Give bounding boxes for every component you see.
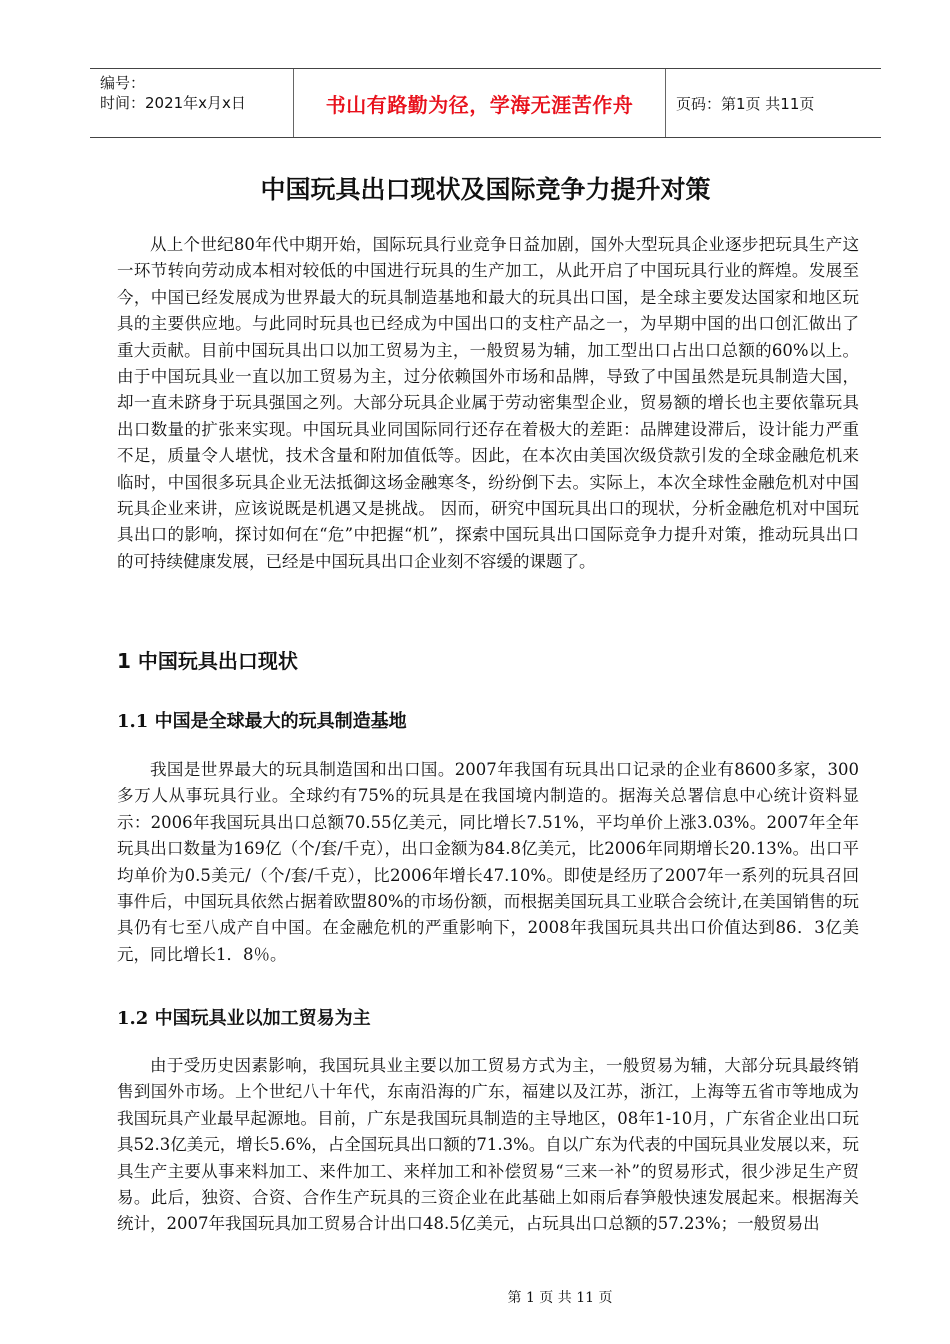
subsection-heading: 1.1 中国是全球最大的玩具制造基地 <box>117 711 407 732</box>
subsection-paragraph: 由于受历史因素影响，我国玩具业主要以加工贸易方式为主，一般贸易为辅，大部分玩具最终销售到国外市场。上个世纪八十年代，东南沿海的广东，福建以及江苏，浙江，上海等五省市等地成为我国玩具产业最早起源地。目前，广东是我国玩具制造的主导地区，08年1-10月，广东省企业出口玩具52.3亿美元，增长5.6%，占全国玩具出口额的71.3%。自以广东为代表的中国玩具业发展以来，玩具生产主要从事来料加工、来件加工、来样加工和补偿贸易“三来一补”的贸易形式，很少涉足生产贸易。此后，独资、合资、合作生产玩具的三资企业在此基础上如雨后春笋般快速发展起来。根据海关统计，2007年我国玩具加工贸易合计出口48.5亿美元，占玩具出口总额的57.23%；一般贸易出 <box>117 1056 859 1234</box>
header-page-number: 页码：第1页 共11页 <box>676 94 815 113</box>
page-footer: 第 1 页 共 11 页 <box>507 1290 613 1306</box>
subsection-paragraph: 我国是世界最大的玩具制造国和出口国。2007年我国有玩具出口记录的企业有8600多家，300多万人从事玩具行业。全球约有75%的玩具是在我国境内制造的。据海关总署信息中心统计资料显示：2006年我国玩具出口总额70.55亿美元，同比增长7.51%，平均单价上涨3.03%。2007年全年玩具出口数量为169亿（个/套/千克），出口金额为84.8亿美元，比2006年同期增长20.13%。出口平均单价为0.5美元/（个/套/千克），比2006年增长47.10%。即使是经历了2007年一系列的玩具召回事件后，中国玩具依然占据着欧盟80%的市场份额，而根据美国玩具工业联合会统计,在美国销售的玩具仍有七至八成产自中国。在金融危机的严重影响下，2008年我国玩具共出口价值达到86．3亿美元，同比增长1．8％。 <box>117 760 859 964</box>
section-heading: 1 中国玩具出口现状 <box>117 649 298 673</box>
header-meta <box>90 69 293 137</box>
header-time: 时间：2021年x月x日 <box>100 94 246 112</box>
header-number: 编号： <box>100 74 146 92</box>
page-header <box>90 68 881 138</box>
header-motto: 书山有路勤为径，学海无涯苦作舟 <box>293 69 666 137</box>
intro-paragraph: 从上个世纪80年代中期开始，国际玩具行业竞争日益加剧，国外大型玩具企业逐步把玩具生产这一环节转向劳动成本相对较低的中国进行玩具的生产加工，从此开启了中国玩具行业的辉煌。发展至今，中国已经发展成为世界最大的玩具制造基地和最大的玩具出口国，是全球主要发达国家和地区玩具的主要供应地。与此同时玩具也已经成为中国出口的支柱产品之一，为早期中国的出口创汇做出了重大贡献。目前中国玩具出口以加工贸易为主，一般贸易为辅，加工型出口占出口总额的60%以上。由于中国玩具业一直以加工贸易为主，过分依赖国外市场和品牌，导致了中国虽然是玩具制造大国，却一直未跻身于玩具强国之列。大部分玩具企业属于劳动密集型企业，贸易额的增长也主要依靠玩具出口数量的扩张来实现。中国玩具业同国际同行还存在着极大的差距：品牌建设滞后，设计能力严重不足，质量令人堪忧，技术含量和附加值低等。因此，在本次由美国次级贷款引发的全球金融危机来临时，中国很多玩具企业无法抵御这场金融寒冬，纷纷倒下去。实际上，本次全球性金融危机对中国玩具企业来讲，应该说既是机遇又是挑战。 因而，研究中国玩具出口的现状，分析金融危机对中国玩具出口的影响，探讨如何在“危”中把握“机”，探索中国玩具出口国际竞争力提升对策，推动玩具出口的可持续健康发展，已经是中国玩具出口企业刻不容缓的课题了。 <box>117 235 859 571</box>
subsection-heading: 1.2 中国玩具业以加工贸易为主 <box>117 1008 371 1029</box>
document-title: 中国玩具出口现状及国际竞争力提升对策 <box>260 175 711 204</box>
